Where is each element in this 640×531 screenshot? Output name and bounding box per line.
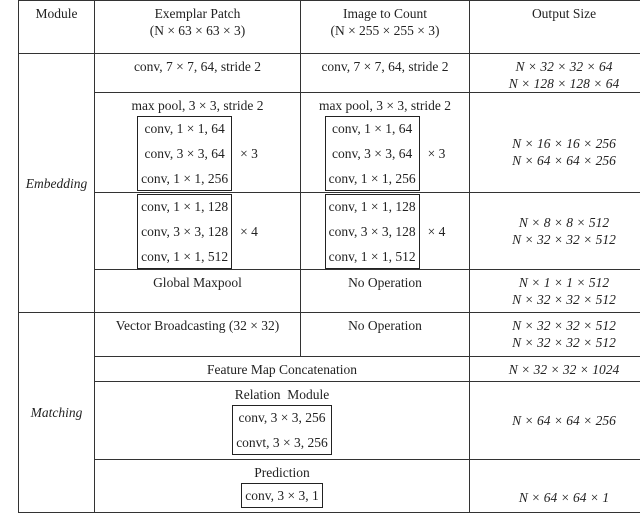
repeat-count: × 3 [427, 146, 446, 161]
maxpool-label: max pool, 3 × 3, stride 2 [131, 98, 264, 113]
relation-label: Relation Module [234, 387, 330, 402]
output-line: N × 32 × 32 × 512 [512, 232, 616, 247]
layer: conv, 1 × 1, 128 [328, 198, 416, 214]
layer: conv, 1 × 1, 128 [141, 198, 229, 214]
stage2-output [470, 93, 640, 193]
repeat-count: × 3 [240, 146, 258, 161]
table-row [19, 357, 640, 382]
output-line: N × 8 × 8 × 512 [518, 215, 610, 230]
table-row [19, 270, 640, 313]
repeat-count: × 4 [240, 223, 258, 239]
header-image-title: Image to Count [343, 6, 427, 21]
layer: conv, 3 × 3, 1 [245, 488, 319, 503]
concat-label: Feature Map Concatenation [95, 357, 470, 382]
prediction-label: Prediction [254, 465, 310, 480]
stage2-exemplar [95, 93, 301, 193]
output-line: N × 64 × 64 × 256 [512, 152, 616, 168]
conv1-image: conv, 7 × 7, 64, stride 2 [301, 54, 470, 93]
table-row [19, 382, 640, 460]
table-row [19, 313, 640, 357]
prediction [95, 460, 470, 513]
output-line: N × 32 × 32 × 512 [512, 335, 616, 350]
pool-output [470, 270, 640, 313]
layer: conv, 3 × 3, 128 [328, 223, 416, 239]
stage3-output [470, 193, 640, 270]
table-row [19, 193, 640, 270]
layer-bracket [325, 194, 420, 269]
output-line: N × 16 × 16 × 256 [512, 135, 616, 151]
layer: conv, 3 × 3, 64 [332, 146, 413, 161]
output-line: N × 32 × 32 × 64 [515, 59, 613, 74]
concat-output: N × 32 × 32 × 1024 [470, 357, 640, 382]
layer: conv, 1 × 1, 512 [141, 248, 229, 264]
layer: conv, 1 × 1, 64 [332, 121, 413, 136]
layer-bracket [241, 483, 322, 508]
layer-bracket [232, 405, 332, 455]
relation-output: N × 64 × 64 × 256 [470, 382, 640, 460]
output-line: N × 32 × 32 × 512 [512, 318, 616, 333]
relation-module [95, 382, 470, 460]
conv1-output [470, 54, 640, 93]
header-exemplar [95, 1, 301, 54]
output-line: N × 128 × 128 × 64 [508, 76, 620, 91]
output-line: N × 32 × 32 × 512 [512, 292, 616, 307]
layer: conv, 3 × 3, 64 [144, 146, 225, 161]
layer: conv, 1 × 1, 256 [328, 171, 416, 186]
layer: conv, 3 × 3, 128 [141, 223, 229, 239]
table-row [19, 93, 640, 193]
layer-bracket [137, 116, 232, 191]
layer: convt, 3 × 3, 256 [236, 435, 328, 450]
header-module: Module [19, 1, 95, 54]
header-image [301, 1, 470, 54]
output-line: N × 1 × 1 × 512 [518, 275, 610, 290]
header-row [19, 1, 640, 54]
layer: conv, 1 × 1, 64 [144, 121, 225, 136]
maxpool-label: max pool, 3 × 3, stride 2 [318, 98, 452, 113]
stage3-exemplar [95, 193, 301, 270]
stage3-image [301, 193, 470, 270]
pool-image: No Operation [301, 270, 470, 313]
pool-exemplar: Global Maxpool [95, 270, 301, 313]
stage2-image [301, 93, 470, 193]
broadcast-image: No Operation [301, 313, 470, 357]
matching-label: Matching [19, 313, 95, 513]
header-image-shape: (N × 255 × 255 × 3) [330, 23, 440, 38]
layer-bracket [137, 194, 232, 269]
header-output: Output Size [470, 1, 640, 54]
prediction-output: N × 64 × 64 × 1 [470, 460, 640, 513]
table-row [19, 460, 640, 513]
layer: conv, 1 × 1, 256 [141, 171, 229, 186]
layer-bracket [325, 116, 420, 191]
broadcast-output [470, 313, 640, 357]
embedding-label: Embedding [19, 54, 95, 313]
layer: conv, 3 × 3, 256 [238, 410, 326, 425]
table-row [19, 54, 640, 93]
architecture-table [18, 0, 640, 513]
header-exemplar-title: Exemplar Patch [154, 6, 241, 21]
conv1-exemplar: conv, 7 × 7, 64, stride 2 [95, 54, 301, 93]
repeat-count: × 4 [427, 223, 446, 239]
broadcast-exemplar: Vector Broadcasting (32 × 32) [95, 313, 301, 357]
layer: conv, 1 × 1, 512 [328, 248, 416, 264]
header-exemplar-shape: (N × 63 × 63 × 3) [149, 23, 246, 38]
